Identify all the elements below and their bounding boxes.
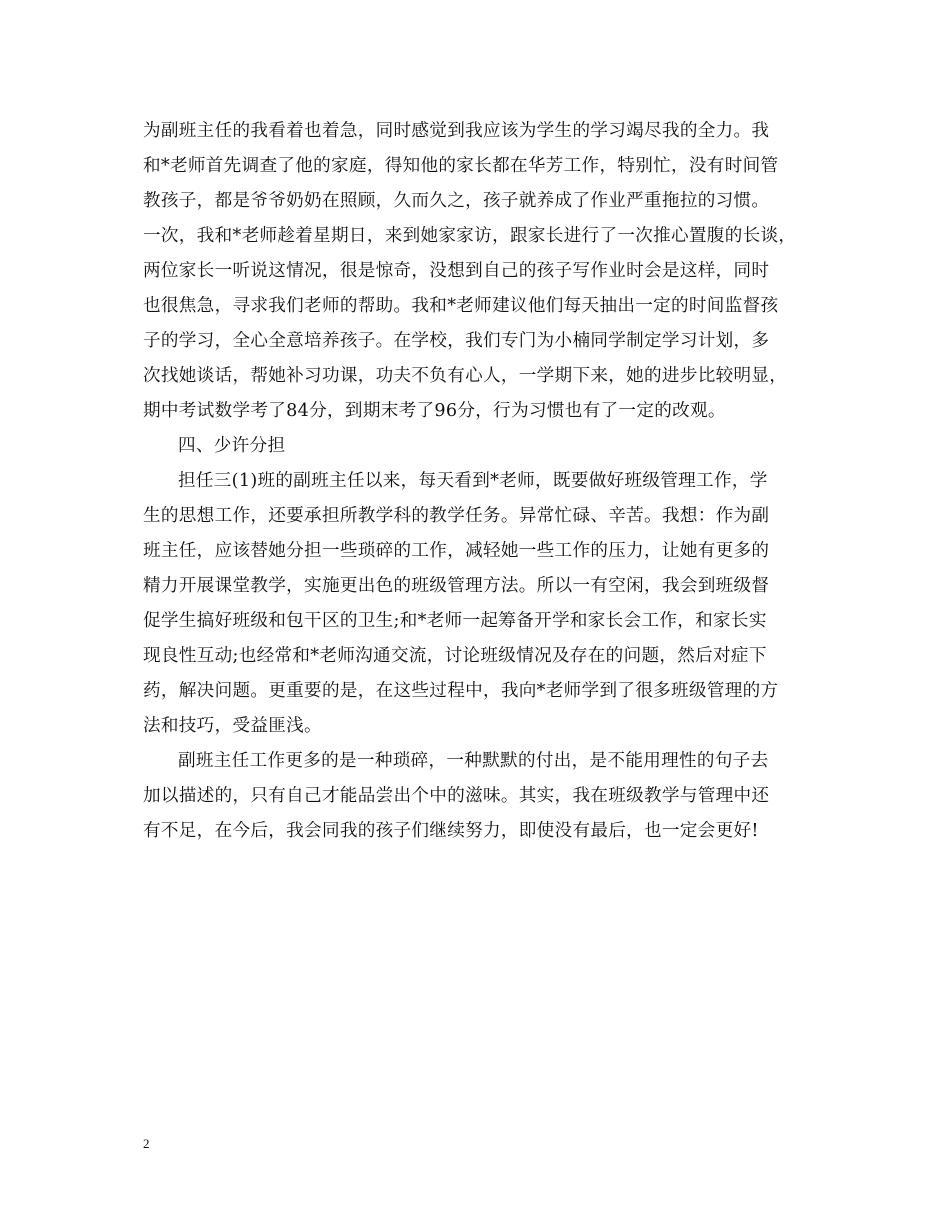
text-line: 现良性互动;也经常和*老师沟通交流，讨论班级情况及存在的问题，然后对症下 (143, 646, 767, 666)
document-body (143, 114, 823, 849)
text-line: 生的思想工作，还要承担所教学科的教学任务。异常忙碌、辛苦。我想：作为副 (143, 506, 770, 526)
text-line: 加以描述的，只有自己才能品尝出个中的滋味。其实，我在班级教学与管理中还 (143, 786, 770, 806)
page-number: 2 (143, 1136, 150, 1151)
text-line: 次找她谈话，帮她补习功课，功夫不负有心人，一学期下来，她的进步比较明显， (143, 366, 788, 386)
text-line: 促学生搞好班级和包干区的卫生;和*老师一起筹备开学和家长会工作，和家长实 (143, 611, 767, 631)
text-line: 子的学习，全心全意培养孩子。在学校，我们专门为小楠同学制定学习计划，多 (143, 331, 770, 351)
text-line: 药，解决问题。更重要的是，在这些过程中，我向*老师学到了很多班级管理的方 (143, 681, 779, 701)
text-line: 班主任，应该替她分担一些琐碎的工作，减轻她一些工作的压力，让她有更多的 (143, 541, 770, 561)
text-line: 有不足，在今后，我会同我的孩子们继续努力，即使没有最后，也一定会更好! (143, 821, 759, 841)
text-line: 一次，我和*老师趁着星期日，来到她家家访，跟家长进行了一次推心置腹的长谈， (143, 226, 797, 246)
paragraph-start-line: 担任三(1)班的副班主任以来，每天看到*老师，既要做好班级管理工作，学 (178, 471, 768, 491)
text-line: 两位家长一听说这情况，很是惊奇，没想到自己的孩子写作业时会是这样，同时 (143, 261, 770, 281)
text-line: 也很焦急，寻求我们老师的帮助。我和*老师建议他们每天抽出一定的时间监督孩 (143, 296, 779, 316)
section-heading: 四、少许分担 (178, 436, 286, 456)
text-line: 精力开展课堂教学，实施更出色的班级管理方法。所以一有空闲，我会到班级督 (143, 576, 770, 596)
text-line: 为副班主任的我看着也着急，同时感觉到我应该为学生的学习竭尽我的全力。我 (143, 121, 770, 141)
text-line: 和*老师首先调查了他的家庭，得知他的家长都在华芳工作，特别忙，没有时间管 (143, 156, 779, 176)
text-line: 法和技巧，受益匪浅。 (143, 716, 322, 736)
text-line: 教孩子，都是爷爷奶奶在照顾，久而久之，孩子就养成了作业严重拖拉的习惯。 (143, 191, 770, 211)
paragraph-start-line: 副班主任工作更多的是一种琐碎，一种默默的付出，是不能用理性的句子去 (178, 751, 769, 771)
text-line: 期中考试数学考了84分，到期末考了96分，行为习惯也有了一定的改观。 (143, 401, 726, 421)
